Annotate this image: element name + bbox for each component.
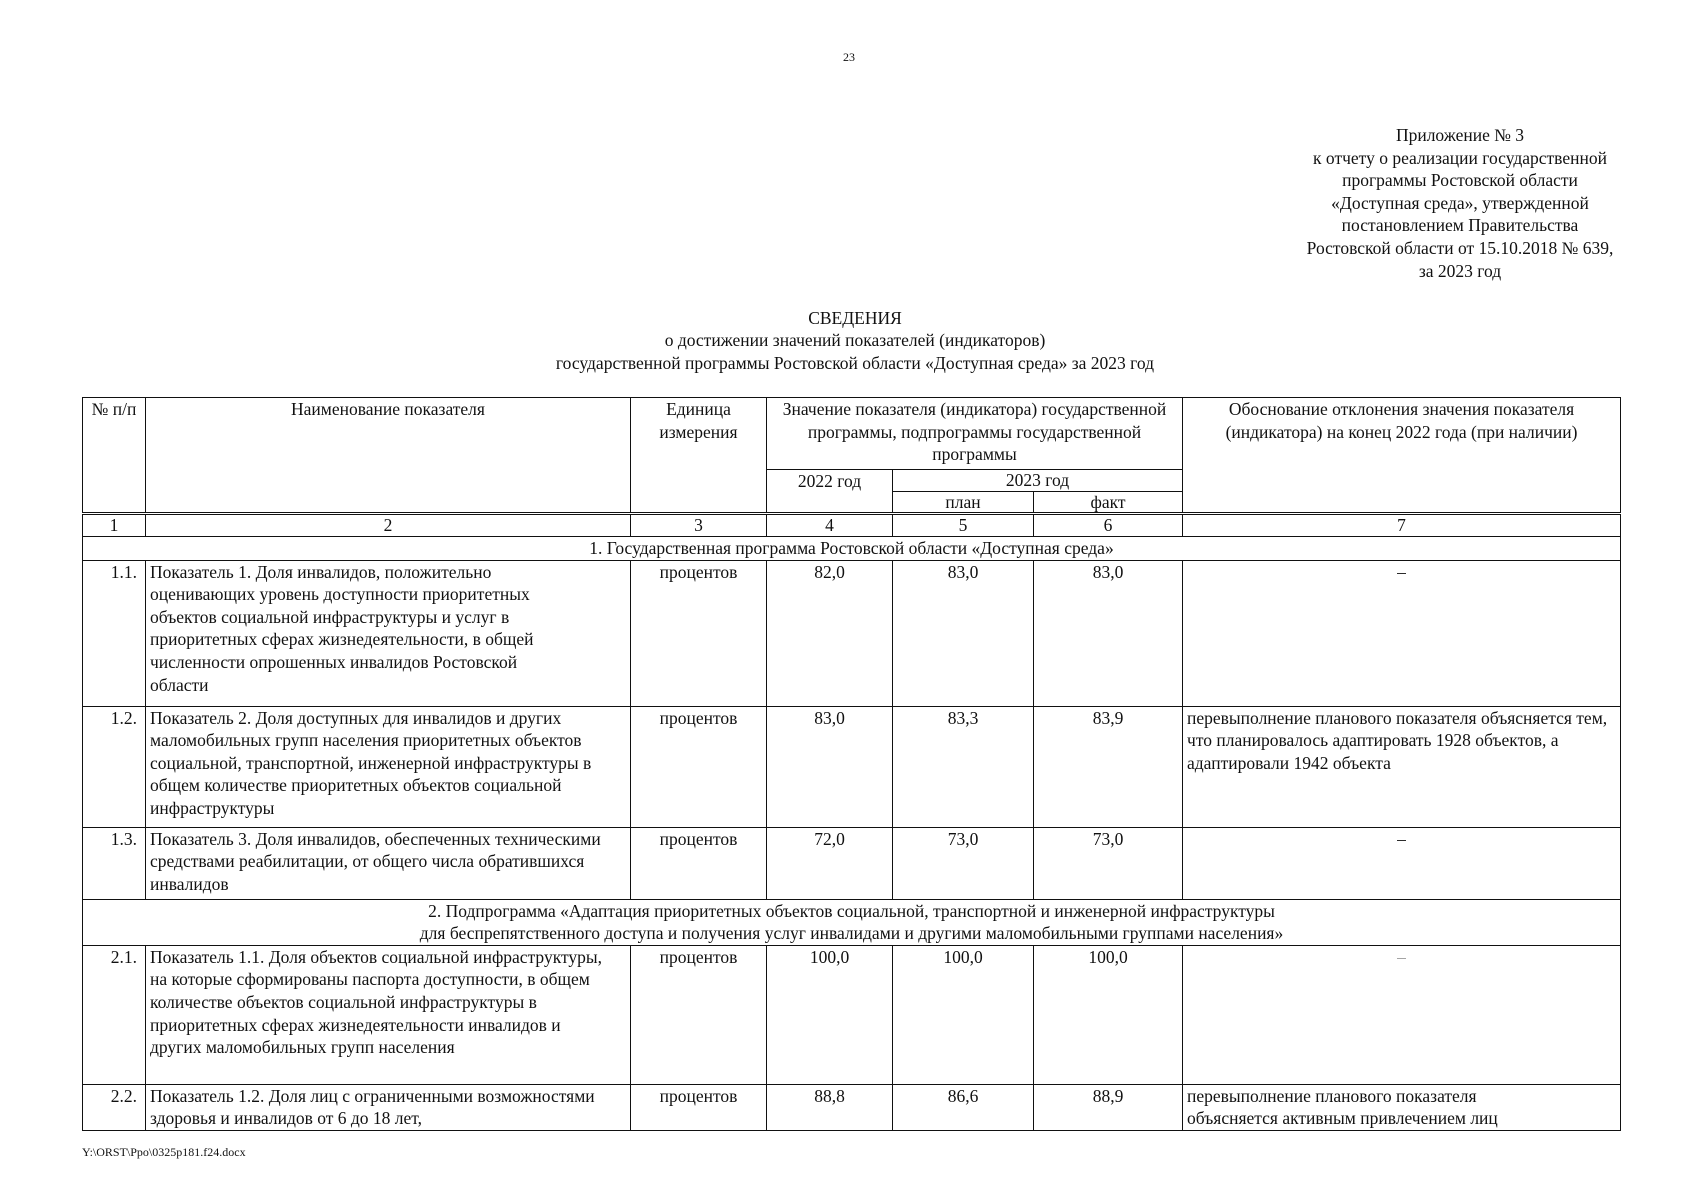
row-value-2022: 83,0 bbox=[767, 706, 893, 827]
table-row bbox=[83, 827, 1621, 899]
header-unit: Единица измерения bbox=[631, 398, 767, 514]
header-fact: факт bbox=[1034, 492, 1183, 514]
column-number: 1 bbox=[83, 514, 146, 537]
row-num: 2.2. bbox=[83, 1084, 146, 1130]
header-value-group: Значение показателя (индикатора) государственной программы, подпрограммы государственной программы bbox=[767, 398, 1183, 470]
column-number: 6 bbox=[1034, 514, 1183, 537]
indicators-table bbox=[82, 397, 1621, 1131]
row-name: Показатель 1. Доля инвалидов, положительно оценивающих уровень доступности приоритетных объектов социальной инфраструктуры и услуг в приоритетных сферах жизнедеятельности, в общей численности опрошенных инвалидов Ростовской области bbox=[146, 560, 631, 706]
appendix-line: к отчету о реализации государственной bbox=[1313, 147, 1607, 168]
row-unit: процентов bbox=[631, 827, 767, 899]
title-line: государственной программы Ростовской области «Доступная среда» за 2023 год bbox=[555, 352, 1155, 373]
section-row bbox=[83, 899, 1621, 945]
row-note: – bbox=[1183, 560, 1621, 706]
appendix-block bbox=[1240, 124, 1680, 282]
section-title-line: 2. Подпрограмма «Адаптация приоритетных объектов социальной, транспортной и инженерной инфраструктуры bbox=[428, 900, 1275, 921]
row-value-2022: 72,0 bbox=[767, 827, 893, 899]
column-number: 5 bbox=[893, 514, 1034, 537]
header-justification: Обоснование отклонения значения показателя (индикатора) на конец 2022 года (при наличии) bbox=[1183, 398, 1621, 514]
header-year-2022: 2022 год bbox=[767, 470, 893, 514]
appendix-line: программы Ростовской области bbox=[1342, 170, 1578, 191]
row-num: 1.3. bbox=[83, 827, 146, 899]
appendix-line: Приложение № 3 bbox=[1395, 125, 1525, 145]
row-value-fact: 83,9 bbox=[1034, 706, 1183, 827]
row-value-fact: 73,0 bbox=[1034, 827, 1183, 899]
column-number-row bbox=[83, 514, 1621, 537]
row-value-plan: 83,0 bbox=[893, 560, 1034, 706]
table-row bbox=[83, 706, 1621, 827]
row-unit: процентов bbox=[631, 1084, 767, 1130]
header-plan: план bbox=[893, 492, 1034, 514]
table-row bbox=[83, 945, 1621, 1084]
row-note: перевыполнение планового показателя объясняется активным привлечением лиц bbox=[1183, 1084, 1621, 1130]
row-value-fact: 100,0 bbox=[1034, 945, 1183, 1084]
row-unit: процентов bbox=[631, 945, 767, 1084]
footer-file-path: Y:\ORST\Ppo\0325p181.f24.docx bbox=[82, 1145, 246, 1159]
section-row bbox=[83, 537, 1621, 561]
row-num: 2.1. bbox=[83, 945, 146, 1084]
column-number: 2 bbox=[146, 514, 631, 537]
row-name: Показатель 1.1. Доля объектов социальной инфраструктуры, на которые сформированы паспорта доступности, в общем количестве объектов социальной инфраструктуры в приоритетных сферах жизнедеятельности инвалидов и других маломобильных групп населения bbox=[146, 945, 631, 1084]
appendix-line: постановлением Правительства bbox=[1341, 215, 1579, 236]
row-num: 1.1. bbox=[83, 560, 146, 706]
row-note: – bbox=[1183, 827, 1621, 899]
page-number: 23 bbox=[843, 50, 855, 64]
row-value-2022: 88,8 bbox=[767, 1084, 893, 1130]
row-name: Показатель 1.2. Доля лиц с ограниченными возможностями здоровья и инвалидов от 6 до 18 лет, bbox=[146, 1084, 631, 1130]
header-num: № п/п bbox=[83, 398, 146, 514]
column-number: 4 bbox=[767, 514, 893, 537]
row-name: Показатель 2. Доля доступных для инвалидов и других маломобильных групп населения приоритетных объектов социальной, транспортной, инженерной инфраструктуры в общем количестве приоритетных объектов социальной инфраструктуры bbox=[146, 706, 631, 827]
document-title bbox=[380, 307, 1330, 374]
section-title-line: для беспрепятственного доступа и получения услуг инвалидами и другими маломобильными группами населения» bbox=[419, 923, 1284, 944]
row-value-fact: 83,0 bbox=[1034, 560, 1183, 706]
appendix-line: «Доступная среда», утвержденной bbox=[1331, 192, 1589, 213]
row-note: – bbox=[1183, 945, 1621, 1084]
row-value-fact: 88,9 bbox=[1034, 1084, 1183, 1130]
appendix-line: Ростовской области от 15.10.2018 № 639, bbox=[1306, 237, 1614, 258]
row-note: перевыполнение планового показателя объясняется тем, что планировалось адаптировать 1928 объектов, а адаптировали 1942 объекта bbox=[1183, 706, 1621, 827]
header-row bbox=[83, 398, 1621, 470]
row-unit: процентов bbox=[631, 706, 767, 827]
column-number: 7 bbox=[1183, 514, 1621, 537]
title-line: о достижении значений показателей (индикаторов) bbox=[664, 330, 1046, 351]
row-value-plan: 100,0 bbox=[893, 945, 1034, 1084]
row-value-2022: 100,0 bbox=[767, 945, 893, 1084]
table-row bbox=[83, 560, 1621, 706]
row-value-plan: 83,3 bbox=[893, 706, 1034, 827]
section-title bbox=[83, 899, 1621, 945]
row-num: 1.2. bbox=[83, 706, 146, 827]
row-unit: процентов bbox=[631, 560, 767, 706]
appendix-line: за 2023 год bbox=[1418, 260, 1502, 281]
row-name: Показатель 3. Доля инвалидов, обеспеченных техническими средствами реабилитации, от общего числа обратившихся инвалидов bbox=[146, 827, 631, 899]
section-title: 1. Государственная программа Ростовской области «Доступная среда» bbox=[83, 537, 1621, 561]
table-row bbox=[83, 1084, 1621, 1130]
header-name: Наименование показателя bbox=[146, 398, 631, 514]
column-number: 3 bbox=[631, 514, 767, 537]
title-heading: СВЕДЕНИЯ bbox=[808, 308, 902, 328]
header-year-2023: 2023 год bbox=[893, 470, 1183, 492]
row-value-2022: 82,0 bbox=[767, 560, 893, 706]
row-value-plan: 73,0 bbox=[893, 827, 1034, 899]
row-value-plan: 86,6 bbox=[893, 1084, 1034, 1130]
